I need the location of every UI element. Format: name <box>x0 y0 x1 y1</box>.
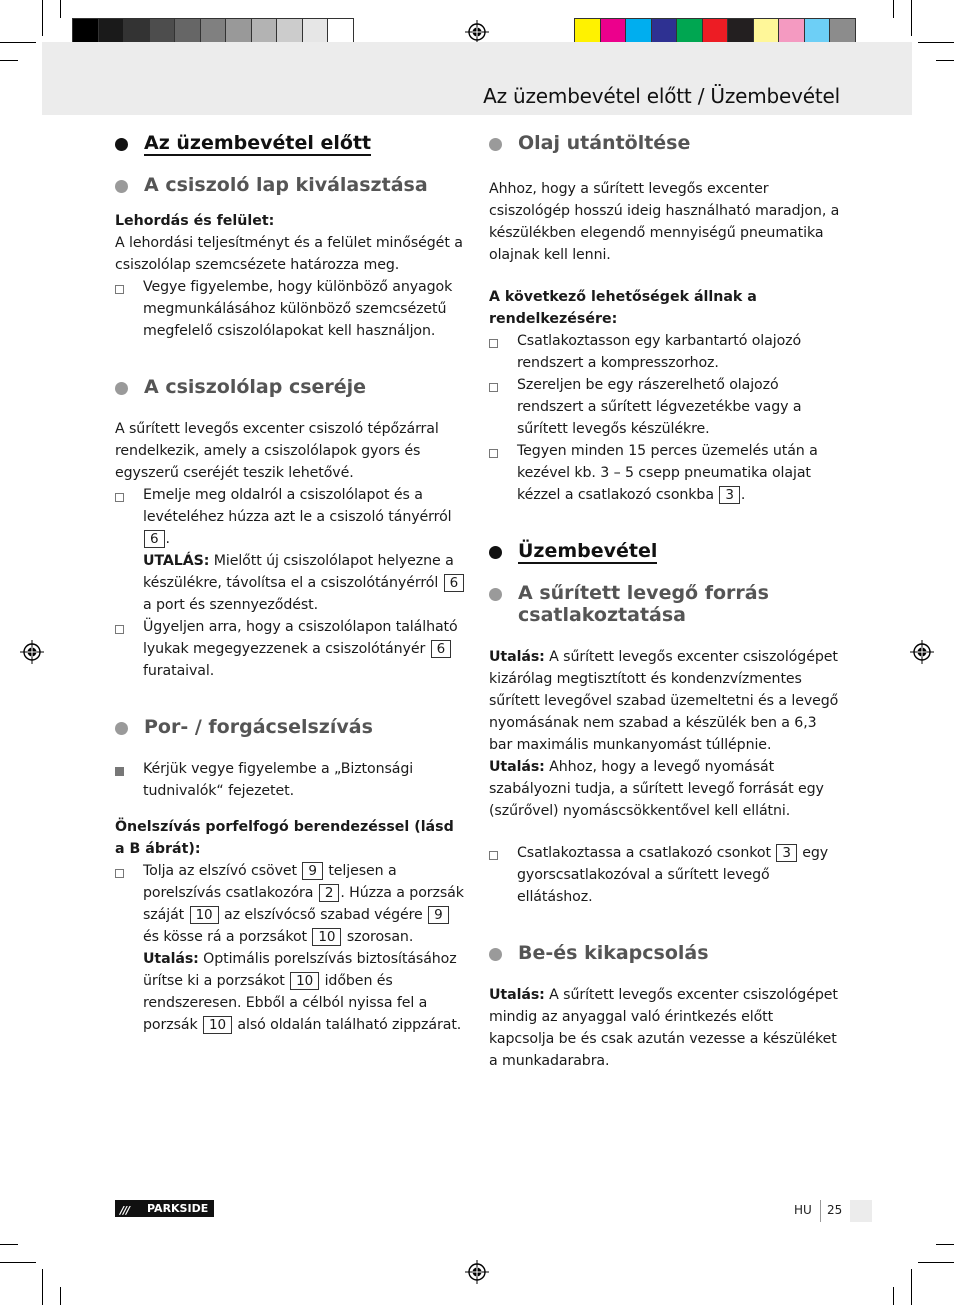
list-item: Tolja az elszívó csövet 9 teljesen a porelszívás csatlakozóra 2 . Húzza a porzsák száját 10 az elszívócső szabad végére 9 és kösse rá a porzsákot 10 szorosan. Utalás: Optimális porelszívás biztosításához ürítse ki a porzsákot 10 időben és rendszeresen. Ebből a célból nyissa fel a porzsák 10 alsó oldalán található zippzárat. <box>115 860 467 1036</box>
crop-mark <box>911 0 912 36</box>
note-label: Utalás: <box>489 987 545 1003</box>
crop-mark <box>936 60 954 61</box>
paragraph: Utalás: A sűrített levegős excenter csiszológépet mindig az anyaggal való érintkezés előtt kapcsolja be és csak azután vezesse a készüléket a munkadarabra. <box>489 987 838 1069</box>
crop-mark <box>42 0 43 36</box>
section-heading: A csiszolólap cseréje <box>115 376 467 398</box>
part-number-badge: 10 <box>190 906 219 924</box>
crop-mark <box>0 60 18 61</box>
paragraph: Utalás: Ahhoz, hogy a levegő nyomását szabályozni tudja, a sűrített levegő forrását egy (szűrővel) nyomáscsökkentővel kell ellátni. <box>489 759 824 819</box>
section-heading: Az üzembevétel előtt <box>115 132 467 154</box>
section-heading: A csiszoló lap kiválasztása <box>115 174 467 196</box>
crop-mark <box>0 1244 18 1245</box>
part-number-badge: 10 <box>203 1016 232 1034</box>
part-number-badge: 3 <box>719 486 740 504</box>
list-item: Vegye figyelembe, hogy különböző anyagok megmunkálásához különböző szemcsézetű megfelelő csiszolólapokat kell használjon. <box>115 276 467 342</box>
paragraph: A lehordási teljesítményt és a felület minőségét a csiszolólap szemcsézete határozza meg. <box>115 235 463 273</box>
part-number-badge: 10 <box>312 928 341 946</box>
section-heading: Üzembevétel <box>489 540 841 562</box>
part-number-badge: 9 <box>302 862 323 880</box>
footer-tab <box>850 1200 872 1222</box>
note-label: Utalás: <box>489 649 545 665</box>
list-item: Szereljen be egy rászerelhető olajozó rendszert a sűrített légvezetékbe vagy a sűrített levegős készülékre. <box>489 374 841 440</box>
part-number-badge: 6 <box>144 530 165 548</box>
footer-divider <box>820 1200 821 1222</box>
language-code: HU <box>794 1203 812 1217</box>
paragraph-label: Lehordás és felület: <box>115 213 275 229</box>
registration-mark-icon <box>465 1260 489 1284</box>
crop-mark <box>60 0 61 18</box>
paragraph: Ahhoz, hogy a sűrített levegős excenter csiszológép hosszú ideig használható maradjon, a készülékben elegendő mennyiségű pneumatika olajnak kell lenni. <box>489 181 840 263</box>
logo-stripes-icon: /// <box>120 1204 130 1217</box>
crop-mark <box>918 1262 954 1263</box>
list-item: Csatlakoztasson egy karbantartó olajozó rendszert a kompresszorhoz. <box>489 330 841 374</box>
page-number: 25 <box>827 1203 843 1217</box>
part-number-badge: 10 <box>290 972 319 990</box>
note-label: Utalás: <box>143 951 199 967</box>
crop-mark <box>893 1287 894 1305</box>
part-number-badge: 6 <box>431 640 452 658</box>
paragraph-label: Önelszívás porfelfogó berendezéssel (lásd a B ábrát): <box>115 819 454 857</box>
brand-logo: /// PARKSIDE <box>115 1200 214 1217</box>
right-column <box>489 132 841 1072</box>
section-heading: Por- / forgácselszívás <box>115 716 467 738</box>
note-label: Utalás: <box>489 759 545 775</box>
crop-mark <box>42 1269 43 1305</box>
page-title: Az üzembevétel előtt / Üzembevétel <box>483 84 840 108</box>
crop-mark <box>918 42 954 43</box>
list-item: Kérjük vegye figyelembe a „Biztonsági tudnivalók“ fejezetet. <box>115 758 467 802</box>
section-heading: A sűrített levegő forrás csatlakoztatása <box>489 582 841 626</box>
crop-mark <box>911 1269 912 1305</box>
paragraph: A sűrített levegős excenter csiszoló tépőzárral rendelkezik, amely a csiszolólapok gyors és egyszerű cseréjét teszik lehetővé. <box>115 421 439 481</box>
paragraph-label: A következő lehetőségek állnak a rendelkezésére: <box>489 289 757 327</box>
crop-mark <box>0 1262 36 1263</box>
crop-mark <box>0 42 36 43</box>
note-label: UTALÁS: <box>143 553 210 569</box>
registration-mark-icon <box>20 640 44 664</box>
section-heading: Be-és kikapcsolás <box>489 942 841 964</box>
section-heading: Olaj utántöltése <box>489 132 841 154</box>
list-item: Ügyeljen arra, hogy a csiszolólapon található lyukak megegyezzenek a csiszolótányér 6 furataival. <box>115 616 467 682</box>
left-column <box>115 132 467 1036</box>
list-item: Csatlakoztassa a csatlakozó csonkot 3 egy gyorscsatlakozóval a sűrített levegő ellátáshoz. <box>489 842 841 908</box>
part-number-badge: 2 <box>319 884 340 902</box>
list-item: Tegyen minden 15 perces üzemelés után a kezével kb. 3 – 5 csepp pneumatika olajat kézzel a csatlakozó csonkba 3 . <box>489 440 841 506</box>
registration-mark-icon <box>465 20 489 44</box>
registration-mark-icon <box>910 640 934 664</box>
part-number-badge: 6 <box>444 574 465 592</box>
crop-mark <box>60 1287 61 1305</box>
paragraph: Utalás: A sűrített levegős excenter csiszológépet kizárólag megtisztított és kondenzvízmentes sűrített levegővel szabad üzemeltetni és a levegő nyomásának nem szabad a készülék ben a 6,3 bar maximális munkanyomást túllépnie. <box>489 649 839 753</box>
list-item: Emelje meg oldalról a csiszolólapot és a levételéhez húzza azt le a csiszoló tányérról 6 . UTALÁS: Mielőtt új csiszolólapot helyezne a készülékre, távolítsa el a csiszolótányérról 6 a port és szennyeződést. <box>115 484 467 616</box>
crop-mark <box>936 1244 954 1245</box>
part-number-badge: 3 <box>776 844 797 862</box>
part-number-badge: 9 <box>428 906 449 924</box>
crop-mark <box>893 0 894 18</box>
